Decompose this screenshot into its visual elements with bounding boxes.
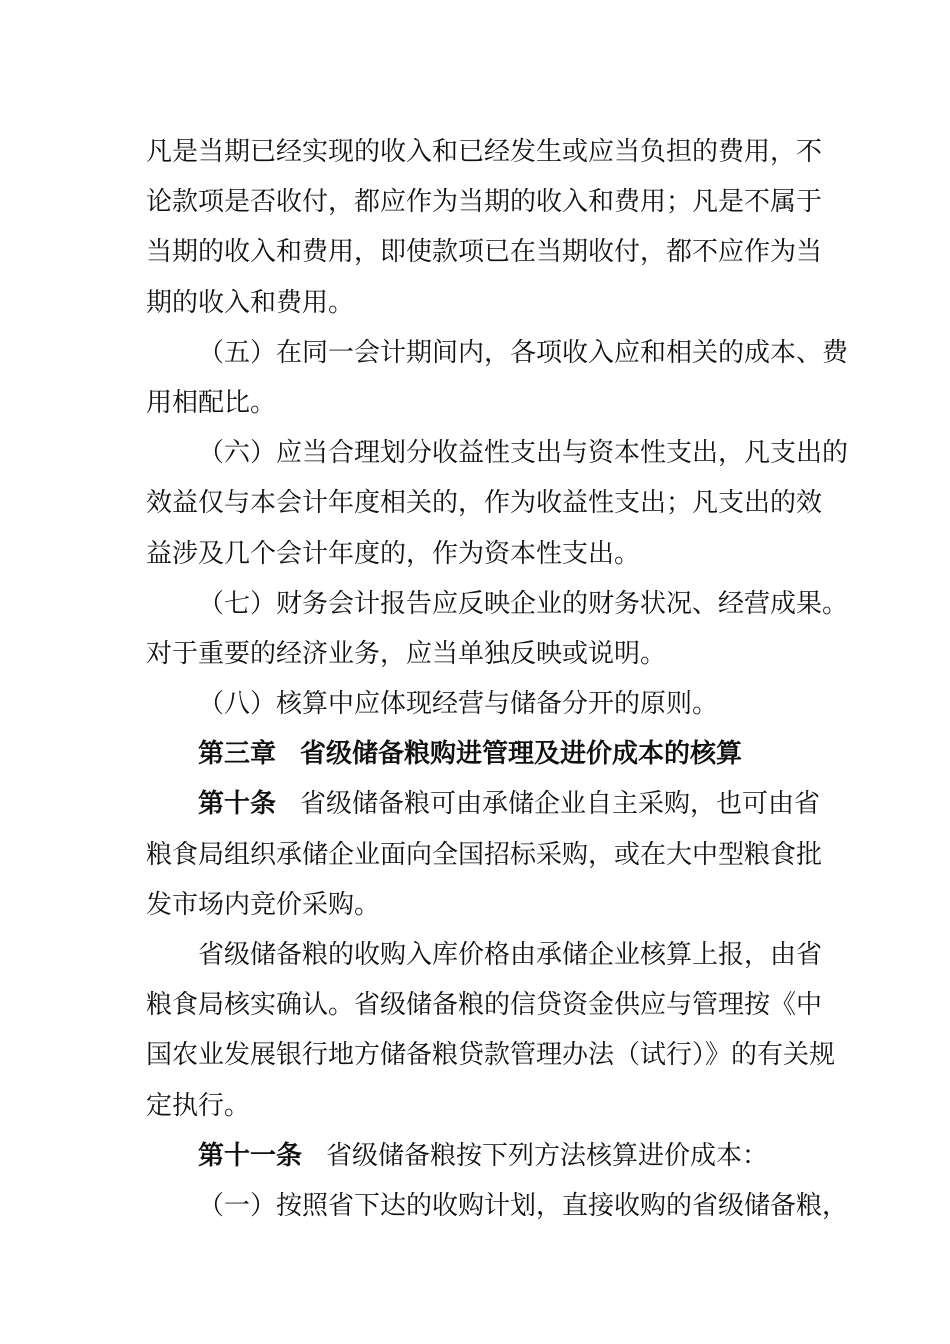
clause-six-line: 效益仅与本会计年度相关的，作为收益性支出；凡支出的效 [146,488,823,519]
article-ten-line: 粮食局组织承储企业面向全国招标采购，或在大中型粮食批 [146,839,823,870]
body-line: 凡是当期已经实现的收入和已经发生或应当负担的费用，不 [146,137,823,167]
clause-five-line: 用相配比。 [146,387,277,418]
clause-five-line: （五）在同一会计期间内，各项收入应和相关的成本、费 [198,337,849,368]
body-line: 当期的收入和费用，即使款项已在当期收付，都不应作为当 [146,237,823,268]
body-line: 省级储备粮的收购入库价格由承储企业核算上报，由省 [198,940,823,970]
clause-one-line: （一）按照省下达的收购计划，直接收购的省级储备粮， [198,1190,849,1221]
article-ten-label: 第十条 [198,789,277,820]
clause-seven-line: （七）财务会计报告应反映企业的财务状况、经营成果。 [198,588,849,619]
body-line: 期的收入和费用。 [146,287,355,318]
clause-six-line: 益涉及几个会计年度的，作为资本性支出。 [146,538,641,569]
article-ten-line [146,779,821,829]
clause-seven-line: 对于重要的经济业务，应当单独反映或说明。 [146,638,667,669]
article-eleven-label: 第十一条 [198,1140,303,1171]
document-body [146,127,849,1231]
body-line: 粮食局核实确认。省级储备粮的信贷资金供应与管理按《中 [146,990,823,1021]
clause-eight-line: （八）核算中应体现经营与储备分开的原则。 [198,689,719,720]
article-eleven-line [146,1131,811,1181]
body-line: 国农业发展银行地方储备粮贷款管理办法（试行）》的有关规 [146,1040,836,1071]
chapter-number: 第三章 [198,739,277,770]
body-line: 论款项是否收付，都应作为当期的收入和费用；凡是不属于 [146,187,823,218]
body-line: 定执行。 [146,1090,251,1121]
clause-six-line: （六）应当合理划分收益性支出与资本性支出，凡支出的 [198,438,849,469]
article-ten-line: 发市场内竞价采购。 [146,889,381,920]
chapter-heading [146,729,811,779]
article-ten-text: 省级储备粮可由承储企业自主采购，也可由省 [300,789,821,820]
article-eleven-text: 省级储备粮按下列方法核算进价成本： [326,1140,769,1171]
chapter-title: 省级储备粮购进管理及进价成本的核算 [300,739,743,770]
